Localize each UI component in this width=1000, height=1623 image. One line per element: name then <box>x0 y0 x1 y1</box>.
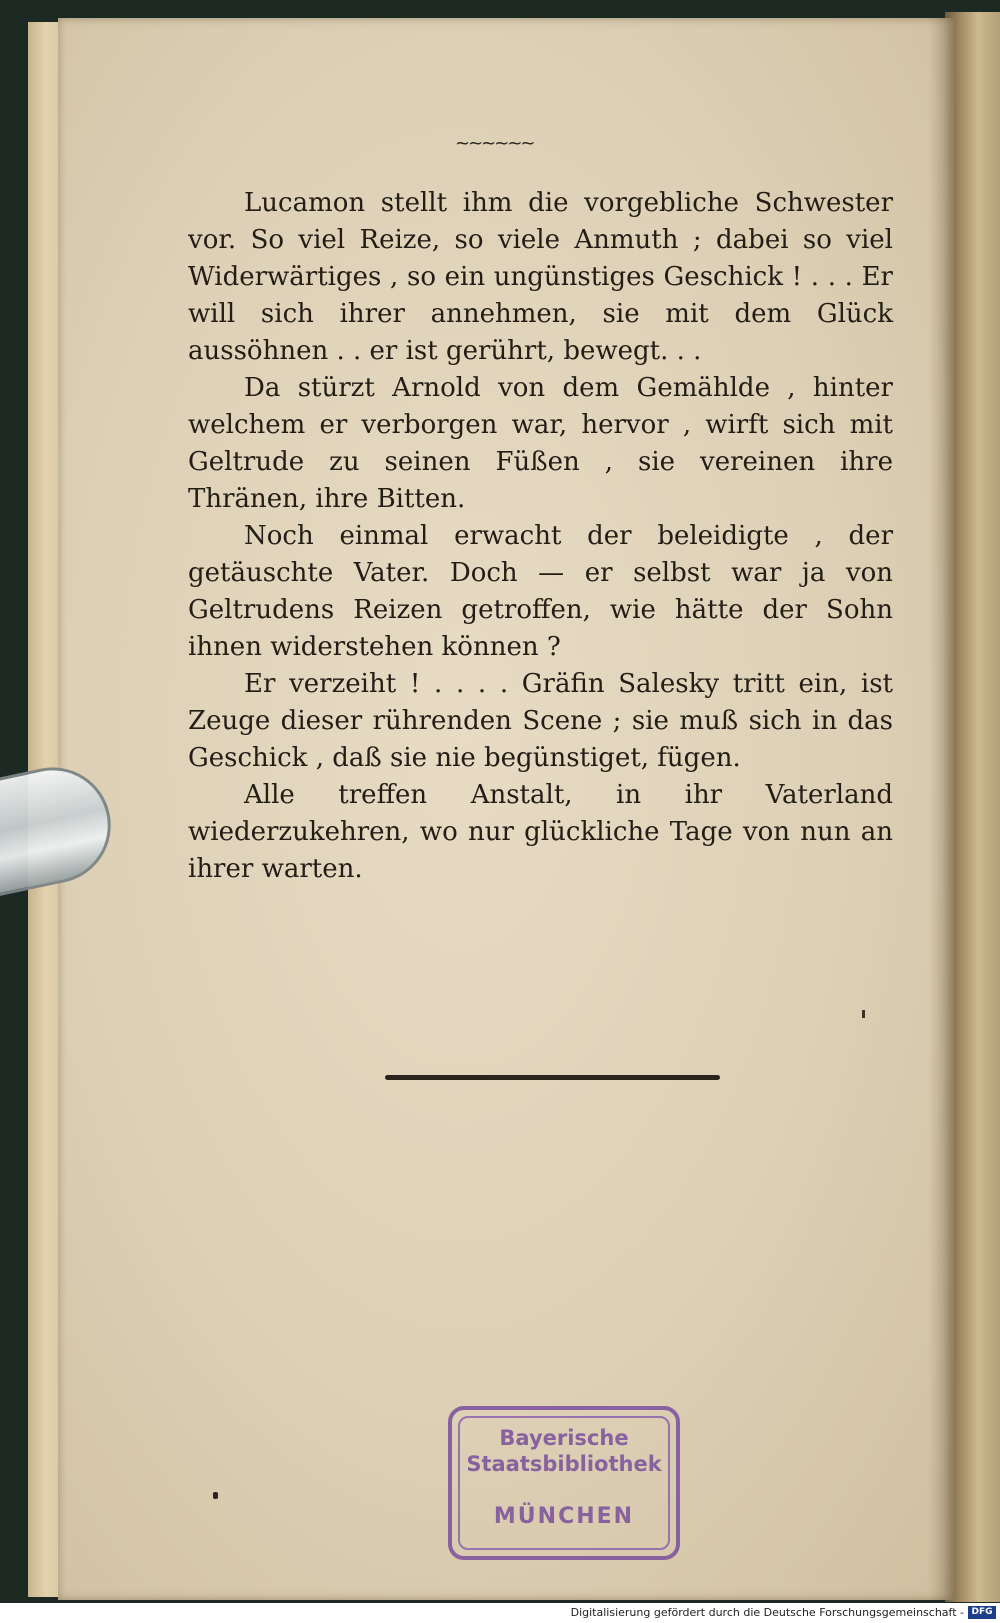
paragraph: Alle treffen Anstalt, in ihr Vaterland wiederzukehren, wo nur glückliche Tage von nun an ihrer warten. <box>188 780 893 884</box>
footer-credit: Digitalisierung gefördert durch die Deutsche Forschungsgemeinschaft - <box>570 1606 964 1619</box>
ink-speck <box>862 1010 865 1018</box>
stamp-line: Staatsbibliothek <box>466 1452 662 1476</box>
library-stamp <box>448 1406 680 1560</box>
paragraph: Lucamon stellt ihm die vorgebliche Schwester vor. So viel Reize, so viele Anmuth ; dabei so viel Widerwärtiges , so ein ungünstiges Geschick ! . . . Er will sich ihrer annehmen, sie mit dem Glück aussöhnen . . er ist gerührt, bewegt. . . <box>188 188 893 366</box>
closing-rule <box>385 1075 720 1080</box>
page-text-block <box>188 185 893 888</box>
dfg-logo: DFG <box>968 1606 996 1619</box>
stamp-line: Bayerische <box>499 1426 629 1450</box>
stamp-line: MÜNCHEN <box>493 1504 635 1529</box>
ink-speck <box>213 1492 218 1499</box>
paragraph: Da stürzt Arnold von dem Gemählde , hinter welchem er verborgen war, hervor , wirft sich mit Geltrude zu seinen Füßen , sie vereinen ihre Thränen, ihre Bitten. <box>188 373 893 514</box>
paragraph: Noch einmal erwacht der beleidigte , der getäuschte Vater. Doch — er selbst war ja von Geltrudens Reizen getroffen, wie hätte der Sohn ihnen widerstehen können ? <box>188 521 893 662</box>
paragraph: Er verzeiht ! . . . . Gräfin Salesky tritt ein, ist Zeuge dieser rührenden Scene ; sie muß sich in das Geschick , daß sie nie begünstiget, fügen. <box>188 669 893 773</box>
page-gutter-shadow <box>928 18 954 1600</box>
digitization-footer <box>0 1603 1000 1623</box>
header-ornament: ~~~~~~ <box>455 133 534 154</box>
